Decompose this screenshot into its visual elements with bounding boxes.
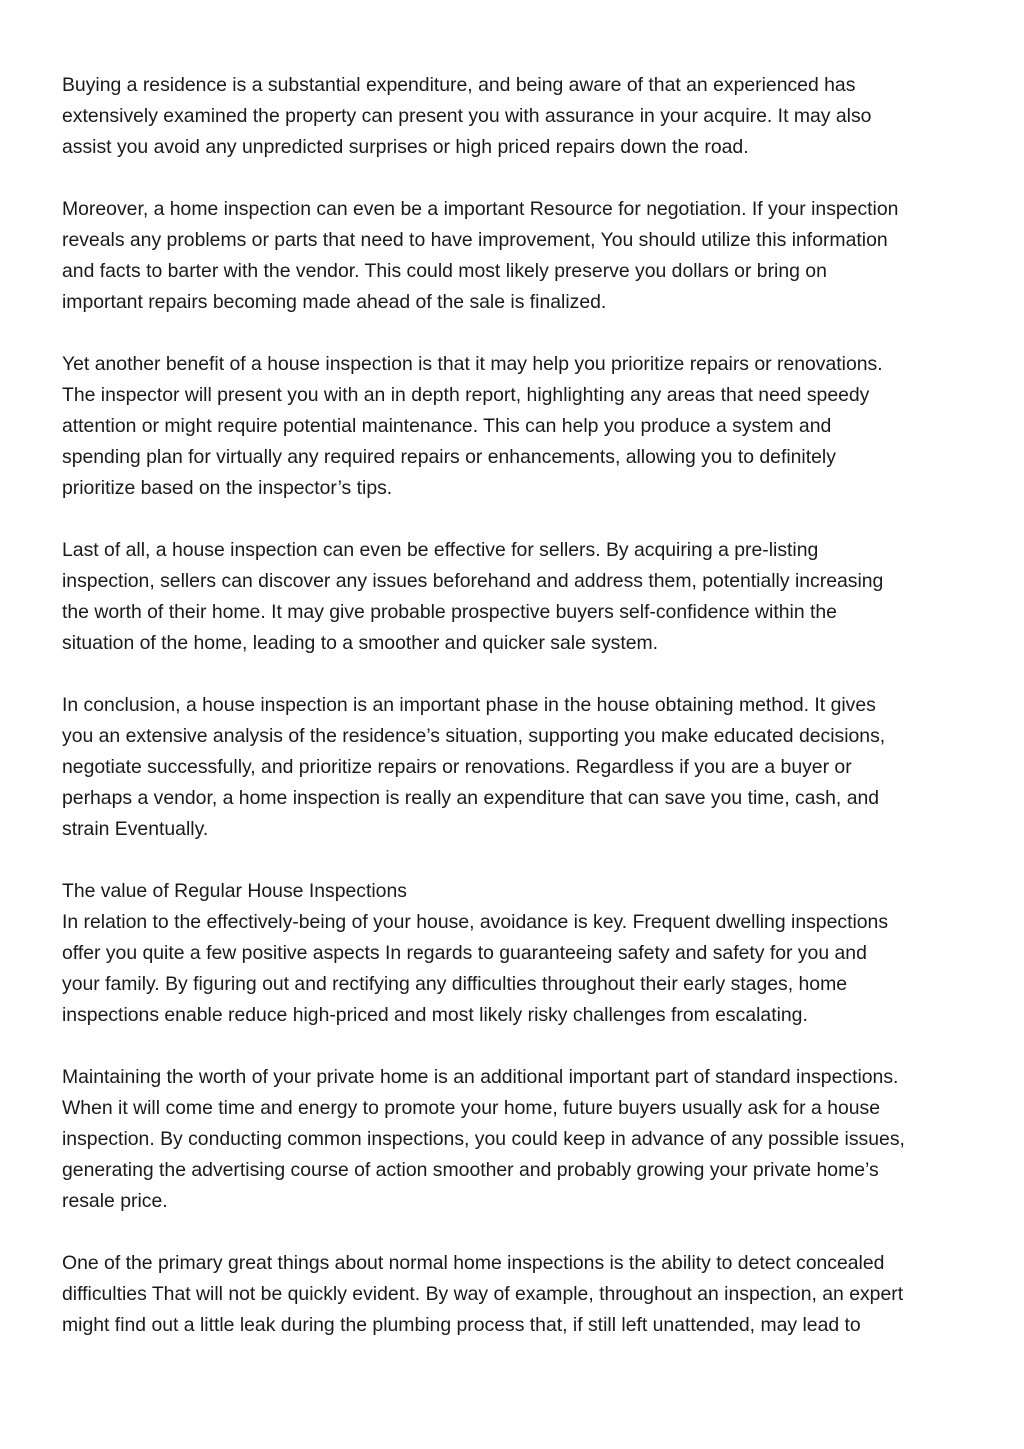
document-body [62, 70, 972, 1341]
text-line: inspection, sellers can discover any issues beforehand and address them, potentially increasing [62, 570, 884, 592]
text-line: When it will come time and energy to promote your home, future buyers usually ask for a house [62, 1097, 881, 1119]
text-line: your family. By figuring out and rectifying any difficulties throughout their early stages, home [62, 973, 848, 995]
text-line: Buying a residence is a substantial expenditure, and being aware of that an experienced has [62, 74, 856, 96]
text-line: reveals any problems or parts that need to have improvement, You should utilize this information [62, 229, 888, 251]
paragraph-5 [62, 690, 972, 845]
text-line: you an extensive analysis of the residence’s situation, supporting you make educated decisions, [62, 725, 886, 747]
paragraph-8 [62, 1248, 972, 1341]
text-line: strain Eventually. [62, 818, 209, 840]
text-line: resale price. [62, 1190, 168, 1212]
text-line: generating the advertising course of action smoother and probably growing your private home’s [62, 1159, 879, 1181]
text-line: difficulties That will not be quickly evident. By way of example, throughout an inspection, an expert [62, 1283, 904, 1305]
text-line: extensively examined the property can present you with assurance in your acquire. It may also [62, 105, 872, 127]
text-line: Maintaining the worth of your private home is an additional important part of standard inspections. [62, 1066, 899, 1088]
text-line: situation of the home, leading to a smoother and quicker sale system. [62, 632, 659, 654]
paragraph-1 [62, 70, 972, 163]
text-line: prioritize based on the inspector’s tips. [62, 477, 393, 499]
paragraph-7 [62, 1062, 972, 1217]
text-line: negotiate successfully, and prioritize repairs or renovations. Regardless if you are a buyer or [62, 756, 852, 778]
text-line: Last of all, a house inspection can even be effective for sellers. By acquiring a pre-listing [62, 539, 819, 561]
text-line: Yet another benefit of a house inspection is that it may help you prioritize repairs or renovations. [62, 353, 883, 375]
text-line: inspection. By conducting common inspections, you could keep in advance of any possible issues, [62, 1128, 905, 1150]
text-line: In conclusion, a house inspection is an important phase in the house obtaining method. It gives [62, 694, 876, 716]
text-line: One of the primary great things about normal home inspections is the ability to detect concealed [62, 1252, 885, 1274]
paragraph-6 [62, 876, 972, 1031]
text-line: perhaps a vendor, a home inspection is really an expenditure that can save you time, cash, and [62, 787, 880, 809]
text-line: offer you quite a few positive aspects In regards to guaranteeing safety and safety for you and [62, 942, 867, 964]
paragraph-4 [62, 535, 972, 659]
text-line: might find out a little leak during the plumbing process that, if still left unattended, may lead to [62, 1314, 861, 1336]
paragraph-2 [62, 194, 972, 318]
text-line: important repairs becoming made ahead of the sale is finalized. [62, 291, 607, 313]
text-line: Moreover, a home inspection can even be a important Resource for negotiation. If your inspection [62, 198, 899, 220]
paragraph-3 [62, 349, 972, 504]
text-line: and facts to barter with the vendor. This could most likely preserve you dollars or bring on [62, 260, 827, 282]
text-line: The inspector will present you with an in depth report, highlighting any areas that need speedy [62, 384, 870, 406]
text-line: assist you avoid any unpredicted surprises or high priced repairs down the road. [62, 136, 749, 158]
text-line: the worth of their home. It may give probable prospective buyers self-confidence within the [62, 601, 837, 623]
text-line: attention or might require potential maintenance. This can help you produce a system and [62, 415, 832, 437]
text-line: In relation to the effectively-being of your house, avoidance is key. Frequent dwelling inspections [62, 911, 889, 933]
text-line: spending plan for virtually any required repairs or enhancements, allowing you to definitely [62, 446, 836, 468]
section-heading: The value of Regular House Inspections [62, 880, 407, 902]
text-line: inspections enable reduce high-priced and most likely risky challenges from escalating. [62, 1004, 808, 1026]
